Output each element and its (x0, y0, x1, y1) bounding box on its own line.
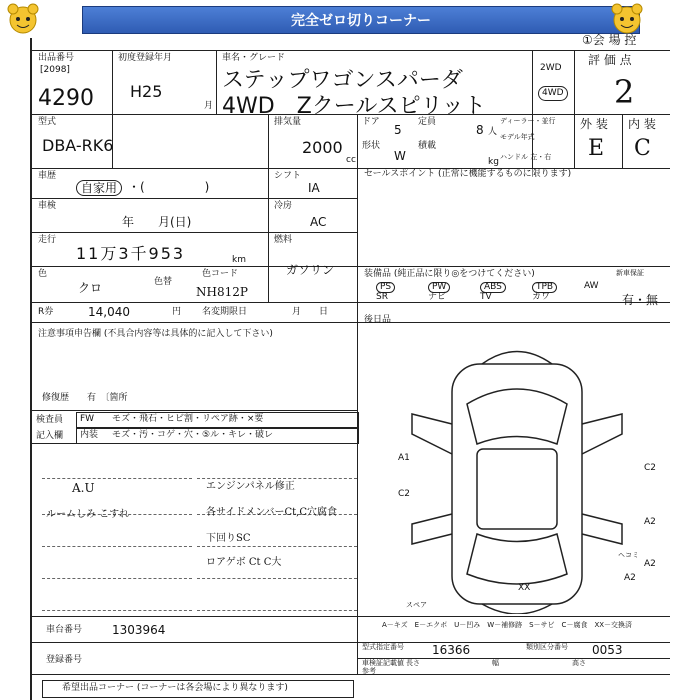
usage-label: 車歴 (38, 171, 57, 181)
usage-value: 自家用 (76, 180, 122, 196)
aircon-value: AC (310, 215, 327, 229)
type-value: DBA-RK6 (42, 136, 114, 155)
hand-right-3: 下回りSC (206, 533, 251, 544)
tax-date: 月 日 (292, 307, 329, 317)
equipment-item: PW (428, 282, 450, 293)
color-label: 色 (38, 269, 48, 279)
drive-2wd: 2WD (540, 63, 562, 73)
mark-xx: XX (518, 583, 531, 593)
inspector-sub: 記入欄 (36, 431, 64, 441)
hand-left-2: ルームしみ こすれ (46, 509, 130, 520)
capacity-label: 定員 (418, 117, 437, 127)
capacity-unit: 人 (488, 127, 498, 137)
equipment-label: 装備品 (純正品に限り◎をつけてください) (364, 269, 535, 279)
color-code-label: 色コード (202, 269, 239, 279)
ref-label: 参考 (362, 667, 376, 675)
model-grade: 4WD Zクールスピリット (222, 94, 486, 119)
footer-label: 希望出品コーナー (コーナーは各会場により異なります) (62, 683, 288, 693)
color-value: クロ (78, 281, 103, 295)
inspector-label: 検査員 (36, 415, 64, 425)
shift-label: シフト (274, 171, 302, 181)
equipment-item: TPB (532, 282, 557, 293)
sales-point-label: セールスポイント (正常に機能するものに限ります) (364, 169, 572, 179)
ext-value: E (588, 136, 605, 161)
mascot-icon (6, 2, 40, 36)
doors-label: ドア (362, 117, 380, 127)
mark-c2-left: C2 (398, 489, 411, 499)
equipment-item: TV (480, 292, 492, 302)
mark-spare: スペア (406, 601, 427, 609)
venue-label: ①会 場 控 (582, 33, 637, 47)
mileage-value: 11万3千953 (76, 244, 186, 263)
type-label: 型式 (38, 117, 57, 127)
class-label: 類別区分番号 (526, 643, 568, 651)
score-label: 評 価 点 (588, 53, 632, 67)
mark-c2-right: C2 (644, 463, 657, 473)
first-reg-label: 初度登録年月 (118, 53, 173, 63)
mark-dent: ヘコミ (618, 551, 639, 559)
shape-label: 形状 (362, 141, 381, 151)
diagram-legend: A－キズ E－エクボ U－凹み W－補修跡 S－サビ C－腐食 XX－交換済 (382, 621, 633, 629)
score-value: 2 (614, 73, 635, 111)
usage-rest: ・( ) (128, 180, 210, 194)
repair-history: 修復歴 有 〔箇所 (42, 393, 128, 403)
chassis-value: 1303964 (112, 623, 166, 637)
model-name: ステップワゴンスパーダ (222, 68, 463, 93)
size-length: 長さ (406, 659, 420, 667)
size-width: 幅 (492, 659, 499, 667)
load-label: 積載 (418, 141, 437, 151)
equipment-item: SR (376, 292, 388, 302)
dealer-label: ディーラー・並行 (500, 117, 556, 125)
model-year-label: モデル年式 (500, 133, 535, 141)
color-code-value: NH812P (196, 285, 248, 299)
capacity-value: 8 (476, 123, 484, 137)
hand-left-1: A.U (72, 481, 95, 495)
doors-value: 5 (394, 123, 402, 137)
new-warranty-label: 新車保証 (616, 269, 644, 277)
mark-a1: A1 (398, 453, 410, 463)
handle-label: ハンドル 左・右 (500, 153, 552, 161)
mark-a2-1: A2 (644, 517, 656, 527)
mark-a2-3: A2 (624, 573, 636, 583)
fuel-value: ガソリン (286, 263, 335, 277)
form-value: 16366 (432, 643, 471, 657)
mark-a2-2: A2 (644, 559, 656, 569)
mascot-icon (610, 2, 644, 36)
in-label: 内装 (80, 430, 99, 440)
equipment-item: AW (584, 281, 599, 291)
inspection-value: 年 月(日) (122, 215, 192, 229)
warranty-value: 有・無 (622, 293, 659, 307)
reg-label: 登録番号 (46, 655, 83, 665)
drive-4wd: 4WD (538, 86, 568, 101)
int-label: 内 装 (628, 117, 656, 131)
recycle-label: R券 (38, 307, 54, 317)
equipment-item: ABS (480, 282, 506, 293)
banner-title: 完全ゼロ切りコーナー (82, 6, 640, 34)
lot-label: 出品番号 (38, 53, 75, 63)
ext-label: 外 装 (580, 117, 608, 131)
color-change-label: 色替 (154, 277, 173, 287)
int-value: C (634, 136, 651, 161)
in-items: モズ・汚・コゲ・穴・⑤ル・キレ・破レ (112, 430, 273, 440)
shift-value: IA (308, 181, 320, 195)
tax-label: 名変期限日 (202, 307, 248, 317)
lot-number: 4290 (38, 86, 94, 111)
fw-label: FW (80, 414, 95, 424)
equipment-item: PS (376, 282, 395, 293)
fw-items: モズ・飛石・ヒビ割・リペア跡・×要 (112, 414, 264, 424)
form-label: 型式指定番号 (362, 643, 404, 651)
lot-code: [2098] (40, 65, 70, 75)
recycle-value: 14,040 (88, 305, 130, 319)
inspection-label: 車検 (38, 201, 57, 211)
shape-value: W (394, 149, 406, 163)
displacement-label: 排気量 (274, 117, 302, 127)
equipment-item: カワ (532, 292, 551, 302)
hand-right-2: 各サイドメンバーCt,C穴腐食 (206, 507, 337, 518)
first-reg-unit: 月 (204, 101, 214, 111)
after-label: 後日品 (364, 315, 392, 325)
first-reg-value: H25 (130, 82, 163, 101)
recycle-unit: 円 (172, 307, 182, 317)
mileage-label: 走行 (38, 235, 57, 245)
chassis-label: 車台番号 (46, 625, 83, 635)
aircon-label: 冷房 (274, 201, 293, 211)
hand-right-1: エンジンパネル修正 (206, 481, 295, 492)
class-value: 0053 (592, 643, 623, 657)
size-height: 高さ (572, 659, 586, 667)
fuel-label: 燃料 (274, 235, 293, 245)
notes-label: 注意事項申告欄 (不具合内容等は具体的に記入して下さい) (38, 329, 273, 339)
hand-right-4: ロアゲボ Ct C大 (206, 557, 282, 568)
load-unit: kg (488, 157, 499, 167)
mileage-unit: km (232, 255, 246, 265)
model-label: 車名・グレード (222, 53, 286, 63)
displacement-unit: cc (346, 155, 356, 165)
auction-sheet (30, 33, 670, 700)
size-label: 車検証記載値 (362, 659, 404, 667)
displacement-value: 2000 (302, 138, 343, 157)
car-diagram (372, 334, 662, 614)
equipment-item: ナビ (428, 292, 447, 302)
